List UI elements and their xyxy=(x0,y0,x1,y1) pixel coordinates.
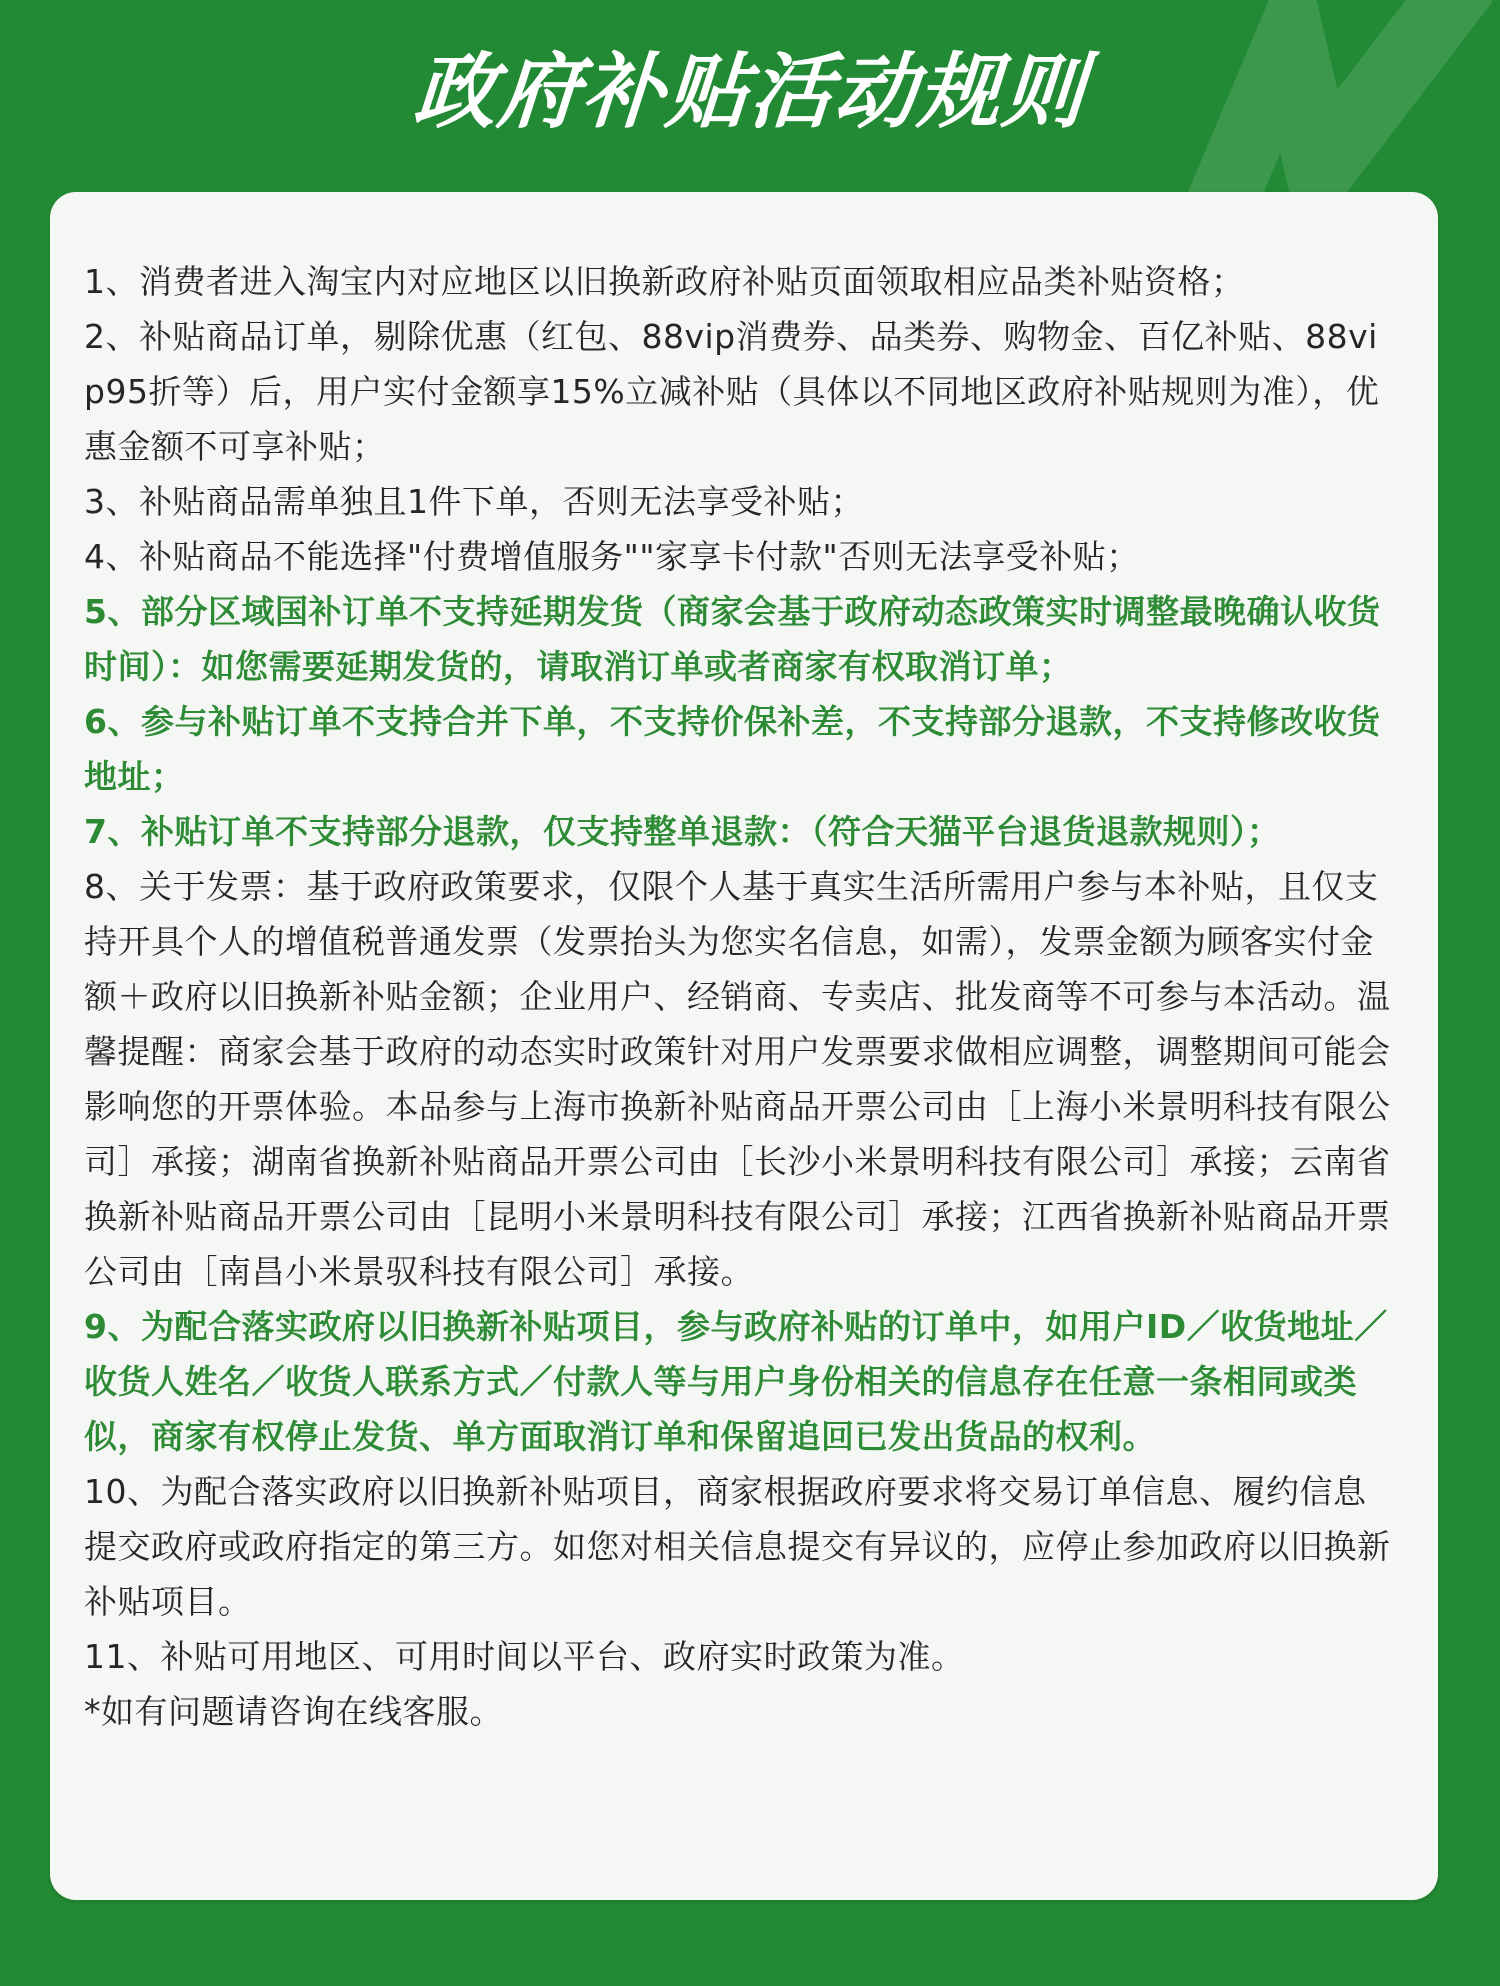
rule-item-6: 6、参与补贴订单不支持合并下单，不支持价保补差，不支持部分退款，不支持修改收货地址； xyxy=(84,702,1381,796)
page-title: 政府补贴活动规则 xyxy=(410,45,1090,140)
rule-item-7: 7、补贴订单不支持部分退款，仅支持整单退款：（符合天猫平台退货退款规则）； xyxy=(84,812,1281,851)
rules-card xyxy=(50,192,1438,1900)
rule-item-4: 4、补贴商品不能选择"付费增值服务""家享卡付款"否则无法享受补贴； xyxy=(84,537,1140,576)
rule-item-5: 5、部分区域国补订单不支持延期发货（商家会基于政府动态政策实时调整最晚确认收货时间）：如您需要延期发货的，请取消订单或者商家有权取消订单； xyxy=(84,592,1381,686)
rule-item-11: 11、补贴可用地区、可用时间以平台、政府实时政策为准。 xyxy=(84,1637,965,1676)
rule-item-9: 9、为配合落实政府以旧换新补贴项目，参与政府补贴的订单中，如用户ID／收货地址／收货人姓名／收货人联系方式／付款人等与用户身份相关的信息存在任意一条相同或类似，商家有权停止发货、单方面取消订单和保留追回已发出货品的权利。 xyxy=(84,1307,1388,1456)
rule-item-10: 10、为配合落实政府以旧换新补贴项目，商家根据政府要求将交易订单信息、履约信息提交政府或政府指定的第三方。如您对相关信息提交有异议的，应停止参加政府以旧换新补贴项目。 xyxy=(84,1472,1391,1621)
rule-item-3: 3、补贴商品需单独且1件下单，否则无法享受补贴； xyxy=(84,482,864,521)
rule-item-8: 8、关于发票：基于政府政策要求，仅限个人基于真实生活所需用户参与本补贴，且仅支持开具个人的增值税普通发票（发票抬头为您实名信息，如需），发票金额为顾客实付金额＋政府以旧换新补贴金额；企业用户、经销商、专卖店、批发商等不可参与本活动。温馨提醒：商家会基于政府的动态实时政策针对用户发票要求做相应调整，调整期间可能会影响您的开票体验。本品参与上海市换新补贴商品开票公司由［上海小米景明科技有限公司］承接；湖南省换新补贴商品开票公司由［长沙小米景明科技有限公司］承接；云南省换新补贴商品开票公司由［昆明小米景明科技有限公司］承接；江西省换新补贴商品开票公司由［南昌小米景驭科技有限公司］承接。 xyxy=(84,867,1391,1291)
footer-note: *如有问题请咨询在线客服。 xyxy=(84,1692,503,1731)
rule-item-1: 1、消费者进入淘宝内对应地区以旧换新政府补贴页面领取相应品类补贴资格； xyxy=(84,262,1245,301)
rule-item-2: 2、补贴商品订单，剔除优惠（红包、88vip消费券、品类券、购物金、百亿补贴、88vip95折等）后，用户实付金额享15%立减补贴（具体以不同地区政府补贴规则为准），优惠金额不可享补贴； xyxy=(84,317,1380,466)
